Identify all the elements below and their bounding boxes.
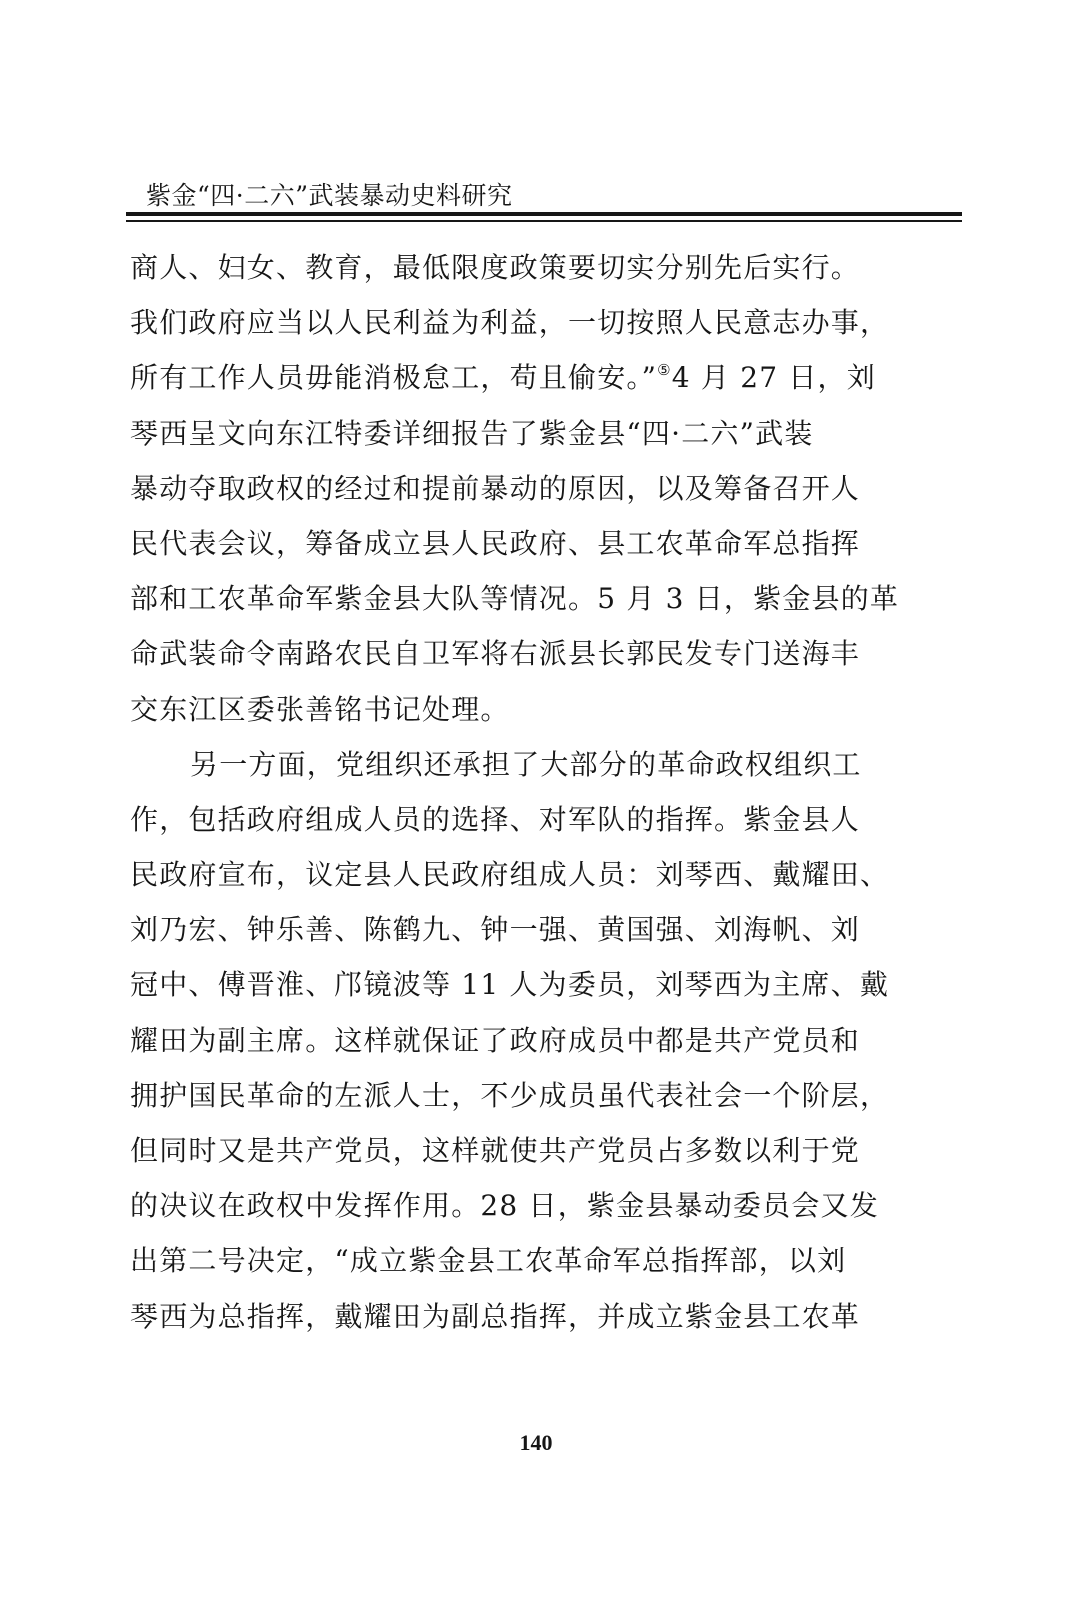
- text-line-4: 琴西呈文向东江特委详细报告了紫金县“四·二六”武装: [130, 416, 814, 450]
- text-line-14: 冠中、傅晋淮、邝镜波等 11 人为委员，刘琴西为主席、戴: [130, 968, 890, 1002]
- text-line-12: 民政府宣布，议定县人民政府组成人员：刘琴西、戴耀田、: [130, 858, 890, 892]
- page-number: 140: [519, 1430, 553, 1455]
- text-line-2: 我们政府应当以人民利益为利益，一切按照人民意志办事，: [130, 306, 890, 340]
- text-line-16: 拥护国民革命的左派人士，不少成员虽代表社会一个阶层，: [130, 1078, 890, 1112]
- quote-end-text: 所有工作人员毋能消极怠工，苟且偷安。”: [130, 361, 658, 395]
- text-line-6: 民代表会议，筹备成立县人民政府、县工农革命军总指挥: [130, 526, 861, 560]
- text-line-19: 出第二号决定，“成立紫金县工农革命军总指挥部，以刘: [130, 1244, 847, 1278]
- text-line-17: 但同时又是共产党员，这样就使共产党员占多数以利于党: [130, 1134, 861, 1167]
- header-rule-thin: [126, 220, 962, 222]
- text-line-7: 部和工农革命军紫金县大队等情况。5 月 3 日，紫金县的革: [130, 582, 900, 616]
- text-line-8: 命武装命令南路农民自卫军将右派县长郭民发专门送海丰: [130, 637, 861, 671]
- text-line-3: [130, 350, 960, 405]
- text-line-11: 作，包括政府组成人员的选择、对军队的指挥。紫金县人: [130, 802, 861, 836]
- text-line-13: 刘乃宏、钟乐善、陈鹤九、钟一强、黄国强、刘海帆、刘: [130, 913, 861, 947]
- date-text: 4 月 27 日，刘: [671, 361, 876, 395]
- text-line-1: 商人、妇女、教育，最低限度政策要切实分别先后实行。: [130, 251, 861, 284]
- text-line-10: 另一方面，党组织还承担了大部分的革命政权组织工: [190, 747, 862, 781]
- text-line-15: 耀田为副主席。这样就保证了政府成员中都是共产党员和: [130, 1023, 861, 1057]
- text-line-5: 暴动夺取政权的经过和提前暴动的原因，以及筹备召开人: [130, 471, 861, 505]
- text-line-20: 琴西为总指挥，戴耀田为副总指挥，并成立紫金县工农革: [130, 1299, 861, 1333]
- text-line-9: 交东江区委张善铭书记处理。: [130, 692, 510, 726]
- running-header-title: 紫金“四·二六”武装暴动史料研究: [146, 181, 513, 210]
- footnote-ref: ⑤: [657, 361, 672, 380]
- body-text: [130, 240, 960, 1344]
- text-line-18: 的决议在政权中发挥作用。28 日，紫金县暴动委员会又发: [130, 1189, 879, 1223]
- header-rule-thick: [126, 212, 962, 216]
